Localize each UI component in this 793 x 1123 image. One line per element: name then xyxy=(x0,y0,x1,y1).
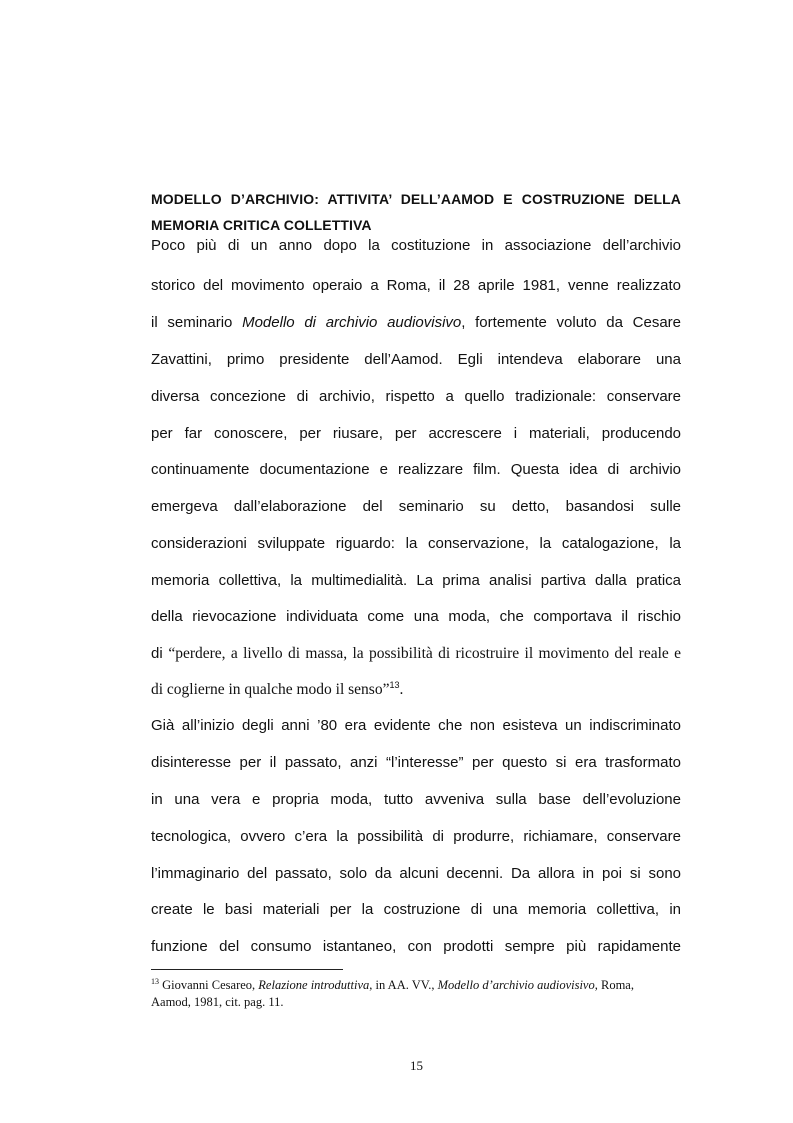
paragraph-2-line-1: Già all’inizio degli anni ’80 era evidente che non esisteva un indiscriminato xyxy=(151,717,681,734)
footnote-line-2: Aamod, 1981, cit. pag. 11. xyxy=(151,995,284,1009)
text-span: il seminario xyxy=(151,314,243,331)
paragraph-1-line-2: storico del movimento operaio a Roma, il 28 aprile 1981, venne realizzato xyxy=(151,277,681,294)
paragraph-2-line-4: tecnologica, ovvero c’era la possibilità di produrre, richiamare, conservare xyxy=(151,828,681,845)
paragraph-1-line-1: Poco più di un anno dopo la costituzione in associazione dell’archivio xyxy=(151,237,681,254)
paragraph-1-line-4: Zavattini, primo presidente dell’Aamod. Egli intendeva elaborare una xyxy=(151,351,681,368)
footnote-divider xyxy=(151,969,343,970)
paragraph-1-line-3 xyxy=(151,313,681,333)
paragraph-2-line-2: disinteresse per il passato, anzi “l’interesse” per questo si era trasformato xyxy=(151,754,681,771)
cited-book-title: Modello d’archivio audiovisivo xyxy=(437,978,595,992)
text-span: , Roma, xyxy=(594,978,634,992)
paragraph-1-line-13 xyxy=(151,680,681,700)
paragraph-1-line-9: considerazioni sviluppate riguardo: la conservazione, la catalogazione, la xyxy=(151,535,681,552)
seminar-title: Modello di archivio audiovisivo xyxy=(242,314,462,331)
text-span: , in AA. VV., xyxy=(369,978,438,992)
text-span: Giovanni Cesareo, xyxy=(159,978,259,992)
text-span: . xyxy=(399,681,404,698)
footnote xyxy=(151,977,681,1011)
paragraph-2-line-6: create le basi materiali per la costruzione di una memoria collettiva, in xyxy=(151,901,681,918)
paragraph-1-line-11: della rievocazione individuata come una moda, che comportava il rischio xyxy=(151,608,681,625)
text-span: di xyxy=(151,645,169,662)
cited-work-title: Relazione introduttiva xyxy=(258,978,370,992)
paragraph-2-line-5: l’immaginario del passato, solo da alcuni decenni. Da allora in poi si sono xyxy=(151,865,681,882)
text-span: , fortemente voluto da Cesare xyxy=(461,314,681,331)
section-heading-line-1: MODELLO D’ARCHIVIO: ATTIVITA’ DELL’AAMOD E COSTRUZIONE DELLA xyxy=(151,191,681,207)
paragraph-1-line-7: continuamente documentazione e realizzare film. Questa idea di archivio xyxy=(151,461,681,478)
paragraph-1-line-8: emergeva dall’elaborazione del seminario su detto, basandosi sulle xyxy=(151,498,681,515)
paragraph-1-line-6: per far conoscere, per riusare, per accrescere i materiali, producendo xyxy=(151,425,681,442)
section-heading xyxy=(151,186,681,238)
footnote-number: 13 xyxy=(151,976,159,986)
paragraph-1-line-5: diversa concezione di archivio, rispetto a quello tradizionale: conservare xyxy=(151,388,681,405)
footnote-reference: 13 xyxy=(389,680,400,690)
footnote-line-1 xyxy=(151,977,681,994)
paragraph-1-line-12 xyxy=(151,644,681,664)
paragraph-2-line-3: in una vera e propria moda, tutto avveniva sulla base dell’evoluzione xyxy=(151,791,681,808)
page-number: 15 xyxy=(410,1058,423,1073)
paragraph-1-line-10: memoria collettiva, la multimedialità. La prima analisi partiva dalla pratica xyxy=(151,572,681,589)
paragraph-2-line-7: funzione del consumo istantaneo, con prodotti sempre più rapidamente xyxy=(151,938,681,955)
quotation: “perdere, a livello di massa, la possibilità di ricostruire il movimento del reale e xyxy=(168,645,681,662)
section-heading-line-2: MEMORIA CRITICA COLLETTIVA xyxy=(151,217,372,233)
quotation-end: di coglierne in qualche modo il senso” xyxy=(151,681,390,698)
